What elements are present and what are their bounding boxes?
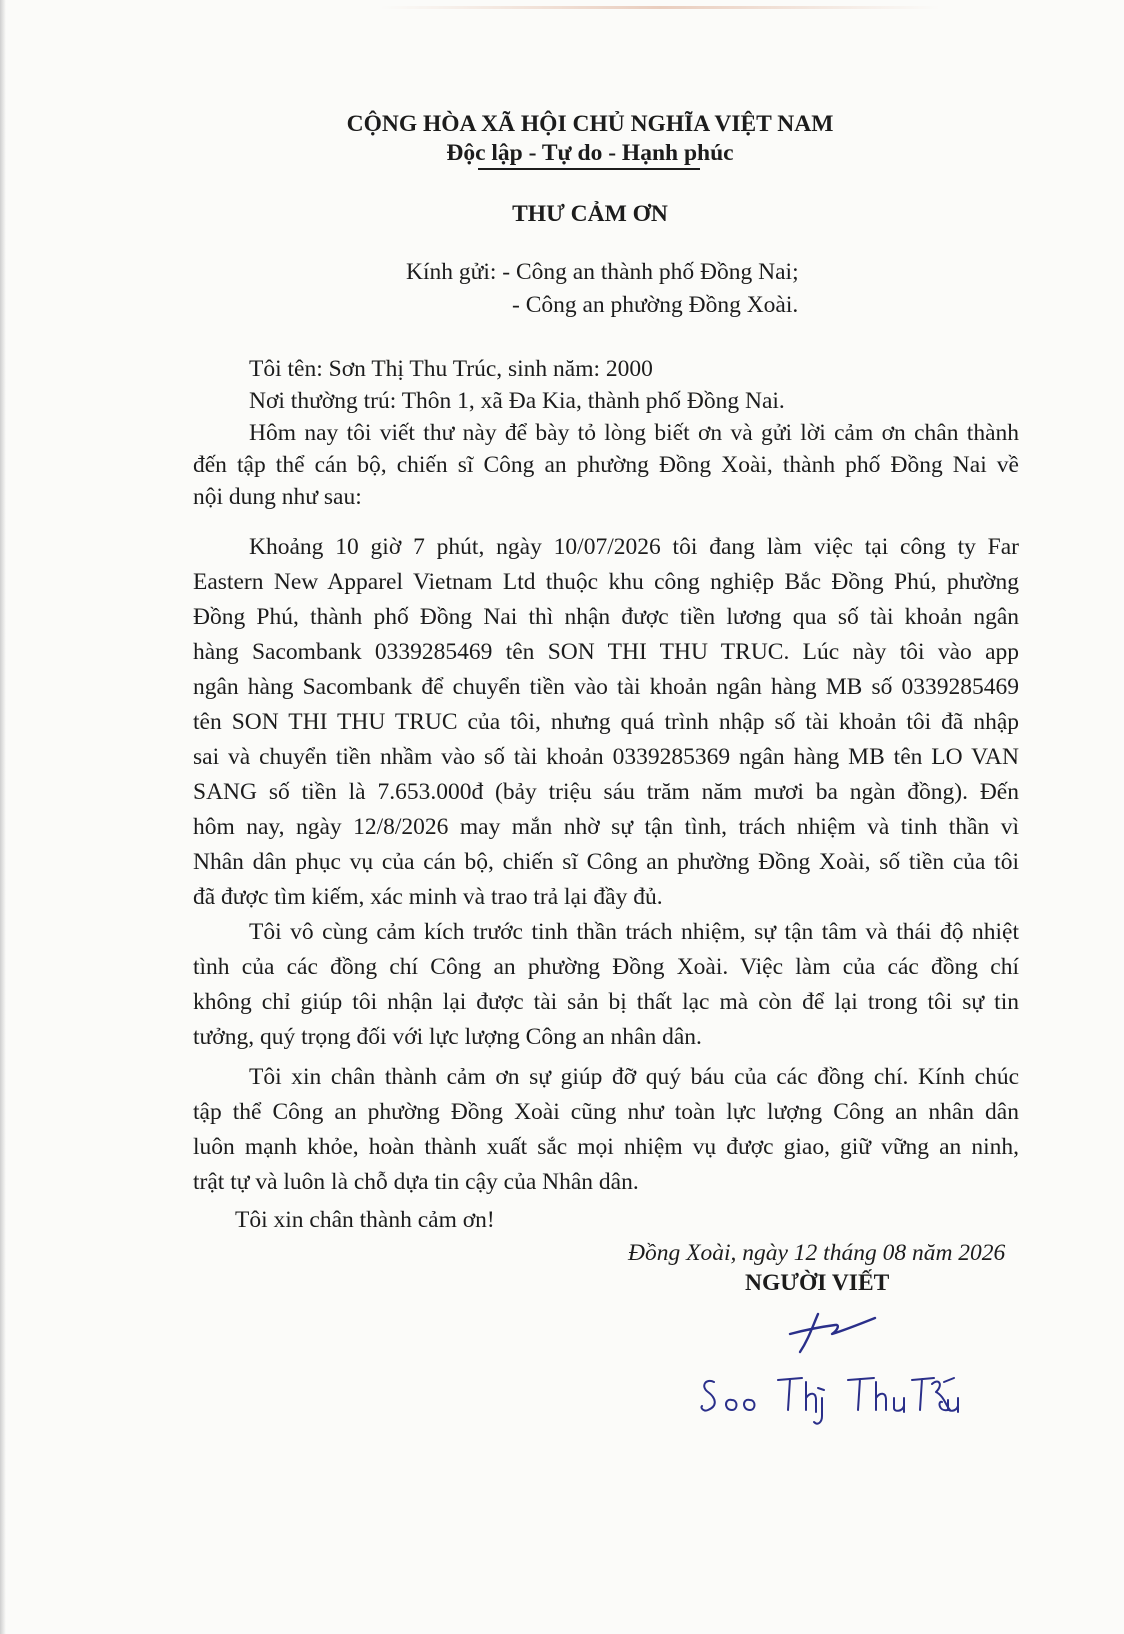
paragraph-1-line: tên SON THI THU TRUC của tôi, nhưng quá trình nhập số tài khoản tôi đã nhập: [193, 709, 1019, 735]
paragraph-1-line: Nhân dân phục vụ của cán bộ, chiến sĩ Công an phường Đồng Xoài, số tiền của tôi: [193, 849, 1019, 875]
signature-mark: [760, 1300, 880, 1360]
paragraph-1-line: hàng Sacombank 0339285469 tên SON THI THU TRUC. Lúc này tôi vào app: [193, 639, 1019, 665]
paragraph-1-line: sai và chuyển tiền nhầm vào số tài khoản 0339285369 ngân hàng MB tên LO VAN: [193, 744, 1019, 770]
paragraph-2-line: Tôi vô cùng cảm kích trước tinh thần trách nhiệm, sự tận tâm và thái độ nhiệt: [249, 919, 1019, 945]
handwritten-signature-name: [698, 1360, 968, 1430]
sender-name-line: Tôi tên: Sơn Thị Thu Trúc, sinh năm: 2000: [249, 356, 653, 382]
paragraph-1-line: ngân hàng Sacombank để chuyển tiền vào tài khoản ngân hàng MB số 0339285469: [193, 674, 1019, 700]
motto-underline: [478, 168, 700, 170]
paragraph-2-line: tình của các đồng chí Công an phường Đồng Xoài. Việc làm của các đồng chí: [193, 954, 1019, 980]
paragraph-1-line: đã được tìm kiếm, xác minh và trao trả lại đầy đủ.: [193, 884, 663, 910]
national-title: CỘNG HÒA XÃ HỘI CHỦ NGHĨA VIỆT NAM: [346, 111, 834, 137]
intro-line: đến tập thể cán bộ, chiến sĩ Công an phường Đồng Xoài, thành phố Đồng Nai về: [193, 452, 1019, 478]
paragraph-1-line: Khoảng 10 giờ 7 phút, ngày 10/07/2026 tôi đang làm việc tại công ty Far: [249, 534, 1019, 560]
paragraph-2-line: không chỉ giúp tôi nhận lại được tài sản bị thất lạc mà còn để lại trong tôi sự tin: [193, 989, 1019, 1015]
document-title: THƯ CẢM ƠN: [512, 201, 668, 227]
place-date: Đồng Xoài, ngày 12 tháng 08 năm 2026: [628, 1240, 1006, 1266]
paragraph-2-line: tưởng, quý trọng đối với lực lượng Công an nhân dân.: [193, 1024, 702, 1050]
paragraph-1-line: Đồng Phú, thành phố Đồng Nai thì nhận được tiền lương qua số tài khoản ngân: [193, 604, 1019, 630]
paragraph-1-line: hôm nay, ngày 12/8/2026 may mắn nhờ sự tận tình, trách nhiệm và tinh thần vì: [193, 814, 1019, 840]
closing-line: Tôi xin chân thành cảm ơn!: [235, 1207, 495, 1233]
sender-address-line: Nơi thường trú: Thôn 1, xã Đa Kia, thành phố Đồng Nai.: [249, 388, 785, 414]
writer-label: NGƯỜI VIẾT: [745, 1270, 890, 1296]
paragraph-1-line: SANG số tiền là 7.653.000đ (bảy triệu sáu trăm năm mươi ba ngàn đồng). Đến: [193, 779, 1019, 805]
paragraph-3-line: Tôi xin chân thành cảm ơn sự giúp đỡ quý báu của các đồng chí. Kính chúc: [249, 1064, 1019, 1090]
intro-line: nội dung như sau:: [193, 484, 362, 510]
scan-shadow: [0, 0, 6, 1634]
paragraph-1-line: Eastern New Apparel Vietnam Ltd thuộc khu công nghiệp Bắc Đồng Phú, phường: [193, 569, 1019, 595]
scan-edge-mark: [380, 6, 940, 9]
paragraph-3-line: trật tự và luôn là chỗ dựa tin cậy của Nhân dân.: [193, 1169, 639, 1195]
intro-line: Hôm nay tôi viết thư này để bày tỏ lòng biết ơn và gửi lời cảm ơn chân thành: [249, 420, 1019, 446]
paragraph-3-line: tập thể Công an phường Đồng Xoài cũng như toàn lực lượng Công an nhân dân: [193, 1099, 1019, 1125]
paragraph-3-line: luôn mạnh khỏe, hoàn thành xuất sắc mọi nhiệm vụ được giao, giữ vững an ninh,: [193, 1134, 1019, 1160]
national-motto: Độc lập - Tự do - Hạnh phúc: [446, 140, 734, 166]
recipient-line-1: Kính gửi: - Công an thành phố Đồng Nai;: [406, 259, 799, 285]
recipient-line-2: - Công an phường Đồng Xoài.: [512, 292, 799, 318]
